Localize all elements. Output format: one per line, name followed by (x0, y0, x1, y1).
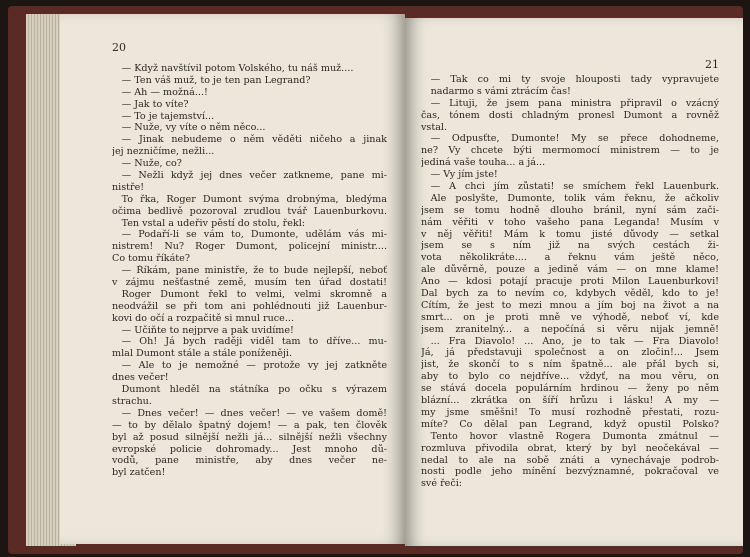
text-line: nistře! (112, 181, 145, 193)
text-line: jsem se tomu hodně dlouho bránil, nyní sám zači- (421, 204, 719, 216)
text-line: my jsme směšni! To musí rozhodně přestati, rozu- (421, 406, 719, 418)
text-line: — Nuže, vy víte o něm něco... (112, 122, 266, 134)
text-line: byl zatčen! (112, 467, 166, 479)
text-line: Dumont hleděl na státníka po očku s výrazem (112, 384, 387, 396)
text-line: ... Fra Diavolo! ... Ano, je to tak — Fra Diavolo! (421, 335, 719, 347)
text-line: — Podaří-li se vám to, Dumonte, udělám vás mi- (112, 229, 387, 241)
text-line: dnes večer! (112, 372, 169, 384)
text-line: — Ale to je nemožné — protože vy jej zatkněte (112, 360, 387, 372)
text-line: v něj věřiti! Mám k tomu jisté důvody — setkal (421, 228, 719, 240)
text-line: Cítím, že jest to mezi mnou a jím boj na život a na (421, 299, 719, 311)
page-number: 20 (112, 41, 126, 54)
text-line: — Ah — možná...! (112, 86, 208, 98)
page-text (112, 63, 387, 479)
text-line: byl až posud silnější nežli já... silnější nežli všechny (112, 431, 387, 443)
text-line: Roger Dumont řekl to velmi, velmi skromně a (112, 288, 387, 300)
text-line: — Oh! Já bych raději viděl tam to dříve... mu- (112, 336, 387, 348)
text-line: — Odpusťte, Dumonte! My se přece dohodneme, (421, 133, 719, 145)
text-line: mlal Dumont stále a stále poníženěji. (112, 348, 293, 360)
text-line: kovi do očí a rozpačitě si mnul ruce... (112, 312, 295, 324)
text-line: — Vy jím jste! (421, 169, 498, 181)
text-line: — A chci jím zůstati! se smíchem řekl Lauenburk. (421, 181, 719, 193)
text-line: — Učiňte to nejprve a pak uvidíme! (112, 324, 294, 336)
text-line: míte? Co dělal pan Legrand, když opustil Polsko? (421, 418, 719, 430)
text-line: Tento hovor vlastně Rogera Dumonta zmátnul — (421, 430, 719, 442)
left-page (60, 14, 405, 544)
text-line: očima bedlivě pozoroval zrudlou tvář Lauenburkovu. (112, 205, 387, 217)
text-line: své řeči: (421, 478, 463, 490)
text-line: jediná vaše touha... a já... (421, 157, 546, 169)
text-line: — to by dělalo špatný dojem! — a pak, ten člověk (112, 419, 387, 431)
text-line: — To je tajemství... (112, 110, 215, 122)
text-line: jej nezničíme, nežli... (112, 146, 215, 158)
text-line: — Lituji, že jsem pana ministra připravil o vzácný (421, 97, 719, 109)
text-line: evropské policie dohromady... Jest mnoho dů- (112, 443, 387, 455)
text-line: v zájmu nešťastné země, musím ten úřad dostati! (112, 277, 387, 289)
text-line: rozmluva přivodila obrat, který by byl neočekával — (421, 442, 719, 454)
text-line: Co tomu říkáte? (112, 253, 190, 265)
text-line: vstal. (421, 121, 448, 133)
text-line: nedal to ale na sobě znáti a vynechávaje podrob- (421, 454, 719, 466)
right-page (405, 18, 743, 546)
page-text (421, 74, 719, 490)
text-line: smrt... on je proti mně ve výhodě, neboť ví, kde (421, 311, 719, 323)
page-number: 21 (705, 58, 719, 71)
text-line: nadarmo s vámi ztrácím čas! (421, 85, 571, 97)
text-line: — Jinak nebudeme o něm věděti ničeho a jinak (112, 134, 387, 146)
text-line: ale důvěrně, pouze a jedině vám — on mne klame! (421, 264, 719, 276)
text-line: aby to bylo co nejdříve... vždyť, na mou věru, on (421, 371, 719, 383)
text-line: — Jak to víte? (112, 98, 189, 110)
text-line: vota několikráte.... a řeknu vám ještě něco, (421, 252, 719, 264)
text-line: Ale poslyšte, Dumonte, tolik vám řeknu, že ačkoliv (421, 192, 719, 204)
text-line: Dal bych za to nevím co, kdybych věděl, kdo to je! (421, 288, 719, 300)
text-line: nosti podle jeho mínění bezvýznamné, pokračoval ve (421, 466, 719, 478)
text-line: — Nežli když jej dnes večer zatkneme, pane mi- (112, 170, 387, 182)
text-line: — Říkám, pane ministře, že to bude nejlepší, neboť (112, 265, 387, 277)
text-line: nistrem! Nu? Roger Dumont, policejní ministr.... (112, 241, 387, 253)
text-line: ne? Vy chcete býti mermomocí ministrem — to je (421, 145, 719, 157)
text-line: — Nuže, co? (112, 158, 182, 170)
text-line: jsem zranitelný... a nepočíná si věru nijak jemně! (421, 323, 719, 335)
text-line: — Tak co mi ty svoje hlouposti tady vypravujete (421, 74, 719, 85)
text-line: — Ten váš muž, to je ten pan Legrand? (112, 74, 311, 86)
text-line: — Dnes večer! — dnes večer! — ve vašem domě! (112, 407, 387, 419)
text-line: nám věřiti v toho vašeho pana Leganda! Musím v (421, 216, 719, 228)
text-line: blázní... zkrátka on šíří hrůzu i lásku! A my — (421, 395, 719, 407)
text-line: Ano — kdosi potají pracuje proti Milon Lauenburkovi! (421, 276, 719, 288)
text-line: jist, že skončí to s ním špatně... ale přál bych si, (421, 359, 719, 371)
text-line: — Když navštívil potom Volského, tu náš muž.... (112, 63, 354, 74)
text-line: strachu. (112, 395, 152, 407)
text-line: neodvážil se při tom ani pohlédnouti již Lauenbur- (112, 300, 387, 312)
text-line: Já, já představuji společnost a on zločin!... Jsem (421, 347, 719, 359)
text-line: vodů, pane ministře, aby dnes večer ne- (112, 455, 387, 467)
text-line: se stává docela populárním hrdinou — ženy po něm (421, 383, 719, 395)
text-line: čas, tónem dosti chladným pronesl Dumont a rovněž (421, 109, 719, 121)
text-line: To řka, Roger Dumont svýma drobnýma, bledýma (112, 193, 387, 205)
text-line: jsem se s ním již na svých cestách ži- (421, 240, 719, 252)
text-line: Ten vstal a udeřiv pěstí do stolu, řekl: (112, 217, 306, 229)
